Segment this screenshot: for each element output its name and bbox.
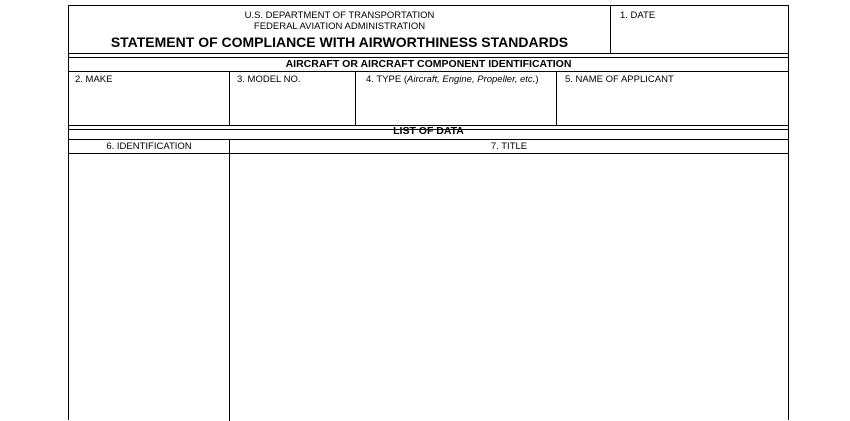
- department-name: U.S. DEPARTMENT OF TRANSPORTATION: [244, 10, 435, 21]
- header-bottom-rule-1: [69, 53, 788, 54]
- type-field[interactable]: [359, 88, 552, 122]
- model-field[interactable]: [233, 88, 351, 122]
- form-title: STATEMENT OF COMPLIANCE WITH AIRWORTHINESS STANDARDS: [110, 34, 569, 50]
- date-label: 1. DATE: [620, 10, 656, 21]
- identification-heading: AIRCRAFT OR AIRCRAFT COMPONENT IDENTIFICATION: [285, 58, 572, 70]
- type-applicant-divider: [556, 71, 557, 125]
- type-label-prefix: 4. TYPE (: [366, 74, 408, 85]
- applicant-label: 5. NAME OF APPLICANT: [565, 74, 674, 85]
- make-model-divider: [229, 71, 230, 125]
- model-label: 3. MODEL NO.: [237, 74, 301, 85]
- title-label: 7. TITLE: [490, 141, 528, 152]
- agency-name: FEDERAL AVIATION ADMINISTRATION: [253, 21, 426, 32]
- model-type-divider: [355, 71, 356, 125]
- title-list-field[interactable]: [234, 157, 784, 417]
- list-column-divider: [229, 139, 230, 421]
- type-label-examples: Aircraft, Engine, Propeller, etc.: [407, 74, 536, 85]
- type-label-suffix: ): [535, 74, 539, 85]
- make-field[interactable]: [73, 88, 225, 122]
- applicant-field[interactable]: [560, 88, 784, 122]
- date-field[interactable]: [617, 26, 785, 48]
- header-divider: [610, 6, 611, 53]
- identification-label: 6. IDENTIFICATION: [106, 141, 192, 152]
- identification-list-field[interactable]: [73, 157, 225, 417]
- make-label: 2. MAKE: [75, 74, 113, 85]
- type-label: [366, 74, 539, 85]
- list-heading-rule: [69, 139, 788, 140]
- airworthiness-compliance-form: [68, 5, 789, 420]
- list-of-data-heading: LIST OF DATA: [393, 125, 464, 137]
- identification-heading-rule: [69, 71, 788, 72]
- column-header-rule: [69, 153, 788, 154]
